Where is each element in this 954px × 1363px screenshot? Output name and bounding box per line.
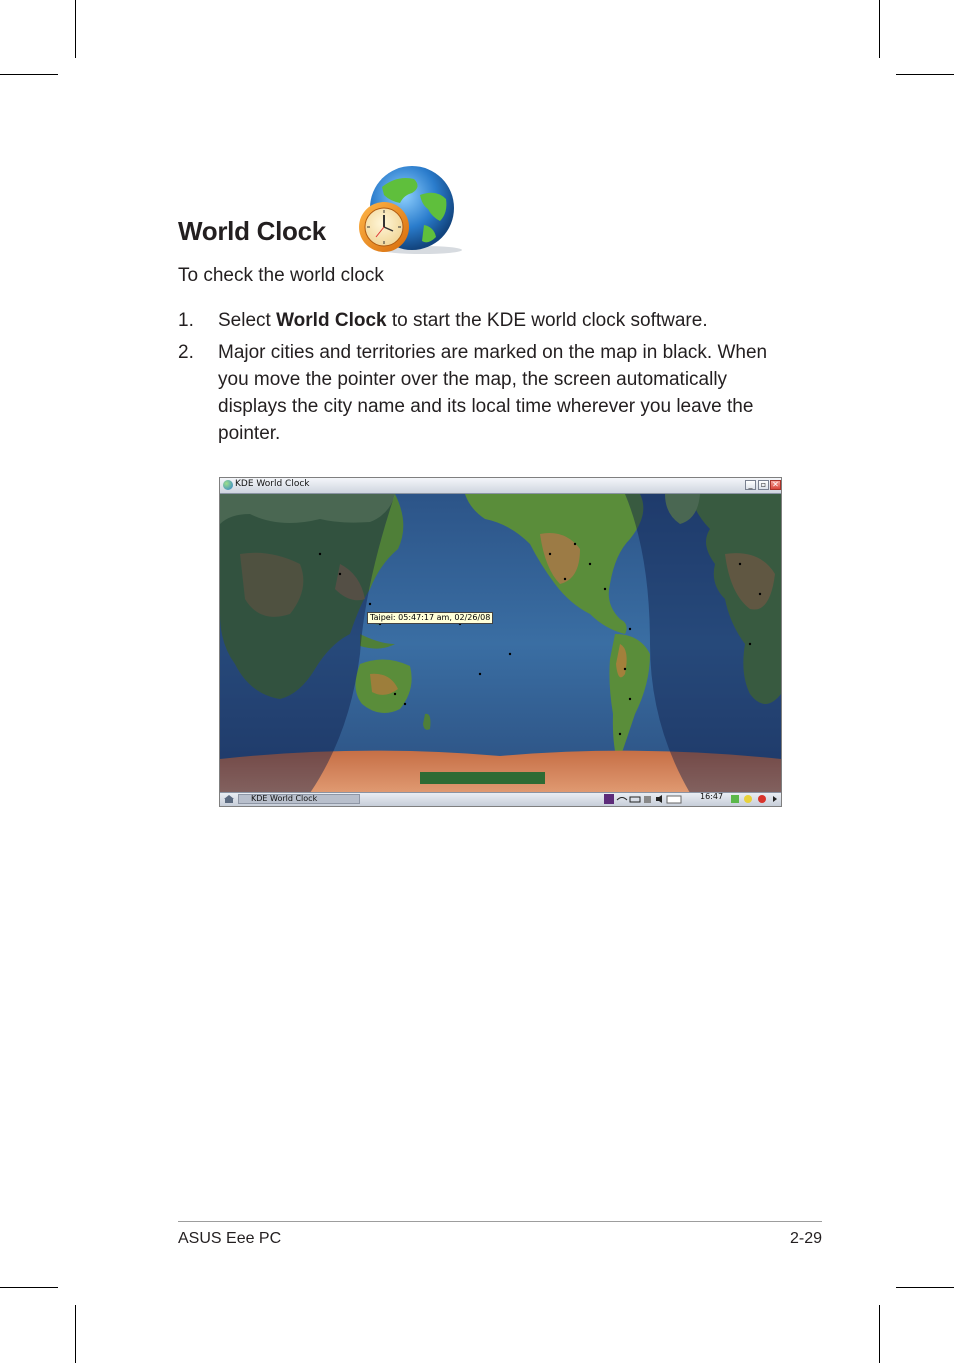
- window-titlebar: [220, 478, 781, 494]
- footer-product: ASUS Eee PC: [178, 1230, 282, 1247]
- system-tray: [604, 794, 698, 804]
- language-icon: [604, 794, 614, 804]
- shutdown-icon: [758, 795, 766, 803]
- world-map[interactable]: [220, 494, 781, 793]
- crop-mark: [75, 0, 76, 58]
- section-title: World Clock: [178, 216, 326, 246]
- status-icon: [731, 795, 739, 803]
- world-clock-globe-icon: [352, 165, 467, 255]
- step-number: 2.: [178, 342, 194, 363]
- home-icon[interactable]: [223, 794, 235, 804]
- crop-mark: [75, 1305, 76, 1363]
- step-number: 1.: [178, 310, 194, 331]
- keyboard-icon: [667, 796, 681, 803]
- taskbar-item-world-clock[interactable]: [238, 794, 360, 804]
- world-clock-app-icon: [223, 480, 233, 490]
- window-title: KDE World Clock: [235, 479, 310, 489]
- taskbar: [220, 792, 781, 806]
- page-number: 2-29: [789, 1230, 822, 1247]
- arrow-icon: [773, 796, 777, 802]
- step-text: Select World Clock to start the KDE world clock software.: [218, 310, 708, 331]
- battery-icon: [630, 797, 640, 802]
- crop-mark: [896, 74, 954, 75]
- crop-mark: [896, 1287, 954, 1288]
- intro-text: To check the world clock: [178, 265, 384, 286]
- taskbar-item-label: KDE World Clock: [251, 794, 318, 803]
- minimize-button[interactable]: _: [745, 480, 756, 490]
- crop-mark: [0, 74, 58, 75]
- smiley-icon: [744, 795, 752, 803]
- city-time-tooltip: Taipei: 05:47:17 am, 02/26/08: [367, 612, 493, 624]
- crop-mark: [879, 1305, 880, 1363]
- step-text: Major cities and territories are marked on the map in black. When you move the pointer over the map, the screen automatically displays the city name and its local time wherever you leave the pointer.: [218, 342, 768, 444]
- crop-mark: [0, 1287, 58, 1288]
- crop-mark: [879, 0, 880, 58]
- volume-icon: [656, 795, 662, 803]
- tray-clock: 16:47: [700, 792, 724, 801]
- wifi-icon: [617, 798, 627, 801]
- footer-rule: [178, 1221, 822, 1222]
- close-button[interactable]: ✕: [770, 480, 781, 490]
- storage-icon: [644, 796, 651, 803]
- tray-right: [728, 794, 780, 804]
- maximize-button[interactable]: ▫: [758, 480, 769, 490]
- kde-world-clock-screenshot: [219, 477, 782, 807]
